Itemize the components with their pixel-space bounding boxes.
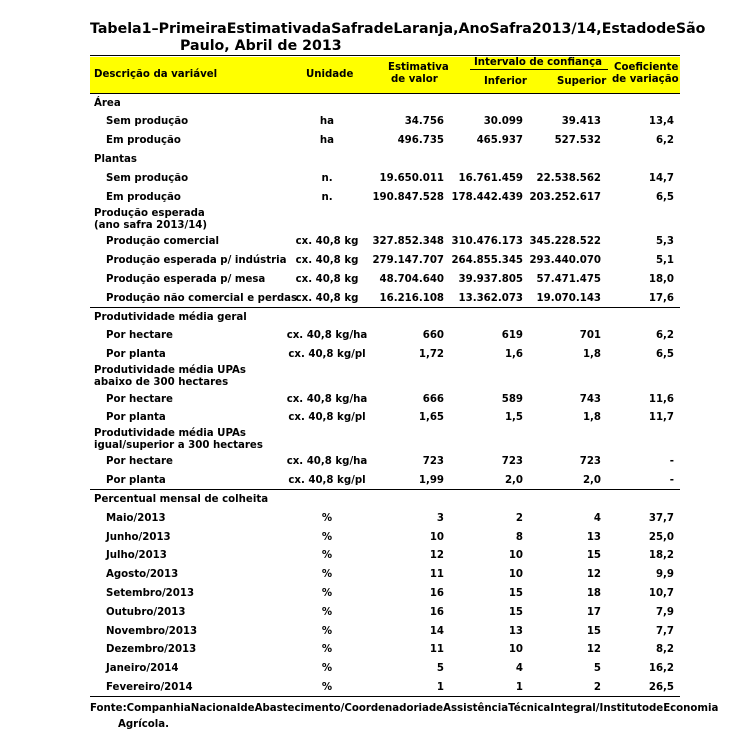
row-estimativa: 10 <box>429 532 444 543</box>
row-estimativa: 48.704.640 <box>379 274 444 285</box>
header-inferior: Inferior <box>484 76 527 87</box>
row-superior: 15 <box>586 550 601 561</box>
row-unit: cx. 40,8 kg <box>295 236 359 247</box>
row-estimativa: 11 <box>429 569 444 580</box>
row-superior: 345.228.522 <box>529 236 601 247</box>
row-coeficiente: 16,2 <box>648 663 674 674</box>
row-inferior: 10 <box>508 644 523 655</box>
row-label: Produção esperada p/ mesa <box>106 274 266 285</box>
title-word: Laranja, <box>393 21 459 37</box>
row-coeficiente: 6,2 <box>655 135 674 146</box>
title-word: Primeira <box>158 21 227 37</box>
row-estimativa: 19.650.011 <box>379 173 444 184</box>
section-label-line2: igual/superior a 300 hectares <box>94 440 263 451</box>
header-bottom-rule <box>90 93 680 94</box>
row-label: Setembro/2013 <box>106 588 195 599</box>
footnote-word: Companhia <box>126 703 191 714</box>
footnote-word: Abastecimento/Coordenadoria <box>254 703 429 714</box>
footnote <box>90 701 719 733</box>
row-superior: 4 <box>593 513 601 524</box>
title-word: da <box>311 21 332 37</box>
row-label: Junho/2013 <box>106 532 171 543</box>
table-title <box>90 21 706 55</box>
row-unit: % <box>321 550 333 561</box>
row-coeficiente: 13,4 <box>648 116 674 127</box>
row-superior: 12 <box>586 569 601 580</box>
row-coeficiente: 7,7 <box>655 626 674 637</box>
row-superior: 2 <box>593 682 601 693</box>
row-label: Em produção <box>106 135 181 146</box>
header-unidade: Unidade <box>306 69 354 80</box>
section-label: Percentual mensal de colheita <box>94 494 269 505</box>
title-word: 2013/14, <box>531 21 602 37</box>
title-word: Safra <box>489 21 532 37</box>
section-label: Área <box>94 98 121 109</box>
row-superior: 19.070.143 <box>536 293 601 304</box>
row-estimativa: 723 <box>422 456 444 467</box>
footnote-word: de <box>648 703 664 714</box>
row-unit: cx. 40,8 kg <box>295 255 359 266</box>
row-label: Por hectare <box>106 330 173 341</box>
row-label: Dezembro/2013 <box>106 644 197 655</box>
row-label: Produção não comercial e perdas <box>106 293 298 304</box>
footnote-word: Integral/Instituto <box>550 703 649 714</box>
section-label: Produtividade média UPAs <box>94 428 246 439</box>
row-estimativa: 11 <box>429 644 444 655</box>
row-coeficiente: 7,9 <box>655 607 674 618</box>
title-word: Ano <box>458 21 490 37</box>
row-inferior: 264.855.345 <box>451 255 523 266</box>
section-label-line2: abaixo de 300 hectares <box>94 377 229 388</box>
row-superior: 5 <box>593 663 601 674</box>
row-coeficiente: 5,3 <box>655 236 674 247</box>
row-inferior: 589 <box>501 394 523 405</box>
row-superior: 13 <box>586 532 601 543</box>
row-superior: 18 <box>586 588 601 599</box>
row-label: Por planta <box>106 349 166 360</box>
row-unit: cx. 40,8 kg/pl <box>288 475 366 486</box>
section-label: Produtividade média geral <box>94 312 247 323</box>
row-superior: 22.538.562 <box>536 173 601 184</box>
row-coeficiente: 26,5 <box>648 682 674 693</box>
row-inferior: 4 <box>515 663 523 674</box>
row-inferior: 8 <box>515 532 523 543</box>
footnote-line2: Agrícola. <box>118 719 169 730</box>
row-label: Novembro/2013 <box>106 626 198 637</box>
row-inferior: 15 <box>508 607 523 618</box>
row-estimativa: 14 <box>429 626 444 637</box>
table-title-line1 <box>90 21 706 38</box>
row-unit: % <box>321 663 333 674</box>
row-estimativa: 1,65 <box>418 412 444 423</box>
row-inferior: 619 <box>501 330 523 341</box>
row-estimativa: 279.147.707 <box>372 255 444 266</box>
section-label: Produtividade média UPAs <box>94 365 246 376</box>
top-rule <box>90 55 680 56</box>
row-superior: 15 <box>586 626 601 637</box>
section-rule <box>90 489 680 490</box>
row-superior: 1,8 <box>582 349 601 360</box>
row-unit: % <box>321 682 333 693</box>
row-label: Sem produção <box>106 116 189 127</box>
row-estimativa: 1,99 <box>418 475 444 486</box>
row-superior: 12 <box>586 644 601 655</box>
row-label: Por hectare <box>106 394 173 405</box>
row-estimativa: 16 <box>429 588 444 599</box>
row-unit: cx. 40,8 kg/pl <box>288 412 366 423</box>
row-coeficiente: 10,7 <box>648 588 674 599</box>
table-bottom-rule <box>90 696 680 697</box>
row-unit: % <box>321 644 333 655</box>
row-inferior: 30.099 <box>483 116 523 127</box>
row-unit: cx. 40,8 kg/pl <box>288 349 366 360</box>
row-estimativa: 1,72 <box>418 349 444 360</box>
row-coeficiente: 9,9 <box>655 569 674 580</box>
row-superior: 57.471.475 <box>536 274 601 285</box>
row-inferior: 39.937.805 <box>458 274 523 285</box>
footnote-word: Assistência <box>443 703 509 714</box>
row-estimativa: 666 <box>422 394 444 405</box>
row-estimativa: 16 <box>429 607 444 618</box>
row-superior: 527.532 <box>554 135 601 146</box>
row-unit: cx. 40,8 kg <box>295 293 359 304</box>
row-inferior: 13 <box>508 626 523 637</box>
header-estimativa-l2: de valor <box>391 74 438 85</box>
row-label: Produção comercial <box>106 236 219 247</box>
row-superior: 203.252.617 <box>529 192 601 203</box>
header-intervalo-rule <box>470 69 608 70</box>
row-superior: 701 <box>579 330 601 341</box>
row-coeficiente: 18,0 <box>648 274 674 285</box>
title-word: 1 <box>141 21 152 37</box>
row-inferior: 16.761.459 <box>458 173 523 184</box>
row-label: Agosto/2013 <box>106 569 179 580</box>
row-label: Por planta <box>106 475 166 486</box>
title-word: Tabela <box>90 21 142 37</box>
header-coef-l1: Coeficiente <box>614 62 679 73</box>
title-word: – <box>151 21 159 37</box>
title-word: Estado <box>601 21 657 37</box>
row-estimativa: 12 <box>429 550 444 561</box>
title-word: de <box>656 21 676 37</box>
row-superior: 17 <box>586 607 601 618</box>
row-coeficiente: - <box>669 456 674 467</box>
row-unit: cx. 40,8 kg/ha <box>286 456 368 467</box>
footnote-word: Nacional <box>190 703 241 714</box>
footnote-word: Técnica <box>508 703 551 714</box>
row-superior: 723 <box>579 456 601 467</box>
row-estimativa: 190.847.528 <box>372 192 444 203</box>
row-unit: % <box>321 588 333 599</box>
row-coeficiente: 25,0 <box>648 532 674 543</box>
row-unit: n. <box>321 173 333 184</box>
title-word: de <box>373 21 394 37</box>
row-inferior: 723 <box>501 456 523 467</box>
row-inferior: 1,6 <box>504 349 523 360</box>
row-inferior: 1 <box>515 682 523 693</box>
row-unit: % <box>321 513 333 524</box>
row-inferior: 10 <box>508 569 523 580</box>
footnote-word: de <box>240 703 255 714</box>
row-coeficiente: 11,7 <box>648 412 674 423</box>
header-descricao: Descrição da variável <box>94 69 218 80</box>
title-word: São <box>675 21 706 37</box>
row-coeficiente: 11,6 <box>648 394 674 405</box>
footnote-word: Economia <box>663 703 719 714</box>
row-label: Fevereiro/2014 <box>106 682 193 693</box>
row-inferior: 178.442.439 <box>451 192 523 203</box>
row-coeficiente: - <box>669 475 674 486</box>
row-unit: cx. 40,8 kg/ha <box>286 330 368 341</box>
row-unit: cx. 40,8 kg/ha <box>286 394 368 405</box>
row-estimativa: 1 <box>436 682 444 693</box>
row-estimativa: 660 <box>422 330 444 341</box>
row-inferior: 15 <box>508 588 523 599</box>
section-label: Plantas <box>94 154 137 165</box>
header-coef-l2: de variação <box>612 74 679 85</box>
row-superior: 1,8 <box>582 412 601 423</box>
row-inferior: 10 <box>508 550 523 561</box>
row-unit: cx. 40,8 kg <box>295 274 359 285</box>
row-coeficiente: 6,5 <box>655 192 674 203</box>
row-inferior: 1,5 <box>504 412 523 423</box>
row-unit: % <box>321 532 333 543</box>
row-coeficiente: 8,2 <box>655 644 674 655</box>
row-estimativa: 3 <box>436 513 444 524</box>
row-inferior: 2,0 <box>504 475 523 486</box>
section-label-line2: (ano safra 2013/14) <box>94 220 208 231</box>
section-label: Produção esperada <box>94 208 205 219</box>
title-word: Safra <box>331 21 374 37</box>
row-inferior: 13.362.073 <box>458 293 523 304</box>
row-label: Julho/2013 <box>106 550 167 561</box>
footnote-line1 <box>90 701 719 717</box>
row-coeficiente: 14,7 <box>648 173 674 184</box>
row-coeficiente: 18,2 <box>648 550 674 561</box>
row-unit: % <box>321 569 333 580</box>
table-title-line2: Paulo, Abril de 2013 <box>180 38 342 54</box>
row-label: Em produção <box>106 192 181 203</box>
row-superior: 743 <box>579 394 601 405</box>
row-inferior: 465.937 <box>476 135 523 146</box>
row-unit: n. <box>321 192 333 203</box>
row-unit: ha <box>319 116 335 127</box>
row-label: Por hectare <box>106 456 173 467</box>
row-estimativa: 34.756 <box>404 116 444 127</box>
header-superior: Superior <box>557 76 607 87</box>
row-label: Janeiro/2014 <box>106 663 179 674</box>
row-estimativa: 5 <box>436 663 444 674</box>
footnote-word: Fonte: <box>90 703 127 714</box>
row-coeficiente: 5,1 <box>655 255 674 266</box>
row-unit: % <box>321 626 333 637</box>
row-estimativa: 16.216.108 <box>379 293 444 304</box>
header-intervalo: Intervalo de confiança <box>474 57 603 68</box>
row-coeficiente: 6,2 <box>655 330 674 341</box>
table-header <box>90 57 680 93</box>
row-label: Outubro/2013 <box>106 607 186 618</box>
row-estimativa: 496.735 <box>397 135 444 146</box>
header-estimativa-l1: Estimativa <box>388 62 449 73</box>
row-coeficiente: 6,5 <box>655 349 674 360</box>
row-coeficiente: 37,7 <box>648 513 674 524</box>
row-label: Produção esperada p/ indústria <box>106 255 287 266</box>
row-label: Por planta <box>106 412 166 423</box>
row-inferior: 310.476.173 <box>451 236 523 247</box>
row-unit: ha <box>319 135 335 146</box>
title-word: Estimativa <box>226 21 312 37</box>
row-superior: 293.440.070 <box>529 255 601 266</box>
row-inferior: 2 <box>515 513 523 524</box>
row-superior: 2,0 <box>582 475 601 486</box>
row-estimativa: 327.852.348 <box>372 236 444 247</box>
row-unit: % <box>321 607 333 618</box>
footnote-word: de <box>428 703 444 714</box>
row-label: Sem produção <box>106 173 189 184</box>
section-rule <box>90 307 680 308</box>
row-coeficiente: 17,6 <box>648 293 674 304</box>
row-superior: 39.413 <box>561 116 601 127</box>
row-label: Maio/2013 <box>106 513 166 524</box>
